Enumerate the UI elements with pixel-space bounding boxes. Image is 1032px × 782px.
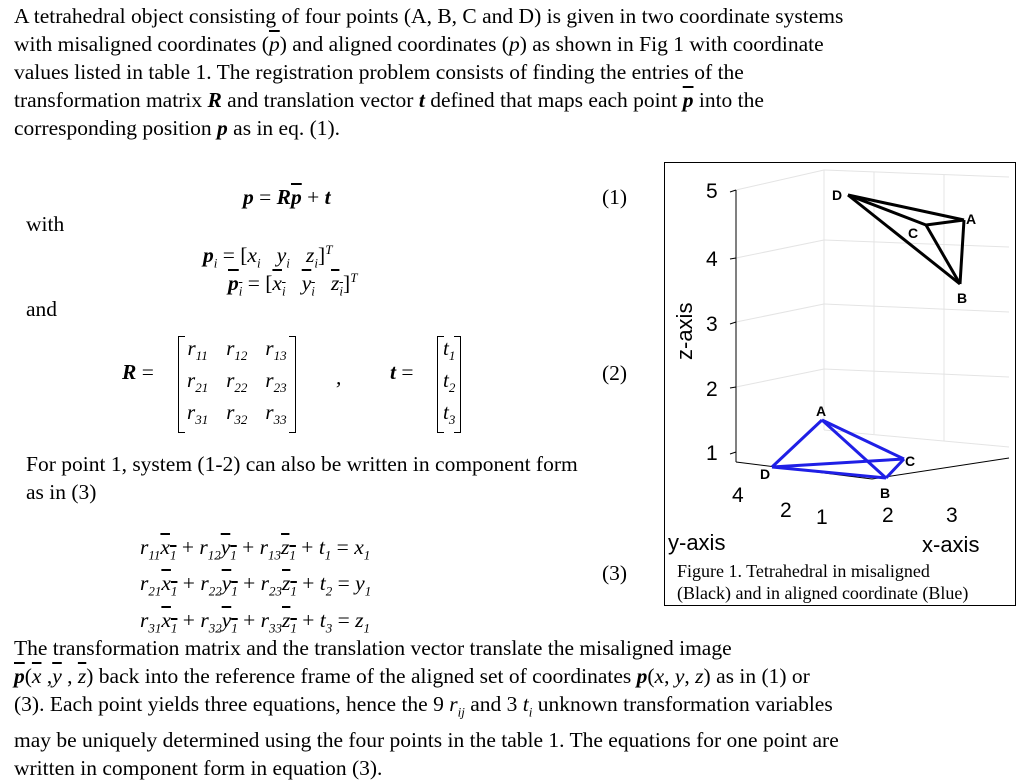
bottom-tick-labels [732,484,958,529]
equation-3: $r_{11}x_1 + r_{12}y_1 + r_{13}z_1 + t_1 = x_1$ $r_{21}x_1 + r_{22}y_1 + r_{23}z_1 + t_2 = y_1$ $r_{31}x_1 + r_{32}y_1 + r_{33}z_1 + t_3 = z_1$ [140,535,372,635]
blue-label-a: A [816,403,827,419]
label-with: with [26,212,65,236]
x-tick-3: 3 [946,504,958,527]
component-line-2: as in (3) [26,480,97,504]
z-axis [730,190,872,479]
x-tick-2: 2 [882,504,894,527]
misaligned-tetrahedron [848,195,964,284]
z-tick-2: 2 [706,378,718,401]
component-form-text [26,450,656,506]
matrix-r-symbol: R = [122,360,154,384]
label-and: and [26,297,58,321]
intro-line-2: with misaligned coordinates $(\overline{p})$ and aligned coordinates (p) as shown in Fig 1 with coordinate [14,32,824,56]
black-label-d: D [832,187,843,203]
figure-caption [677,560,968,604]
aligned-tetrahedron [772,420,904,478]
z-tick-4: 4 [706,248,718,271]
z-tick-1: 1 [706,442,718,465]
equation-number-3: (3) [602,561,628,585]
black-label-a: A [966,211,977,227]
tetrahedron-figure [664,162,1016,606]
y-axis-label: y-axis [668,530,726,555]
outro-line-3: (3). Each point yields three equations, hence the 9 $r_{ij}$ and 3 $t_i$ unknown transformation variables [14,692,833,720]
equation-1: $p = R\overline{p} + t$ [243,185,331,209]
equation-number-2: (2) [602,361,628,385]
matrix-r: $r_{11}$ $r_{12}$ $r_{13}$ $r_{21}$ $r_{22}$ $r_{23}$ $r_{31}$ $r_{32}$ $r_{33}$ [178,336,296,433]
intro-line-1: A tetrahedral object consisting of four points (A, B, C and D) is given in two coordinate systems [14,4,844,28]
figure-caption-line-2: (Black) and in aligned coordinate (Blue) [677,583,969,603]
intro-line-3: values listed in table 1. The registration problem consists of finding the entries of the [14,60,744,84]
black-label-b: B [957,290,968,306]
z-tick-5: 5 [706,180,718,203]
equation-p-i: $p_i = [x_i$ $y_i$ $z_i]^T$ [203,242,333,271]
z-axis-label: z-axis [672,302,697,360]
outro-line-1: The transformation matrix and the translation vector translate the misaligned image [14,636,732,660]
y-tick-2: 2 [780,499,792,522]
y-tick-4: 4 [732,484,744,507]
z-tick-labels [706,180,718,465]
intro-line-5: corresponding position p as in eq. (1). [14,116,341,140]
vector-t: $t_1$ $t_2$ $t_3$ [437,336,461,433]
equation-number-1: (1) [602,185,628,209]
outro-line-5: written in component form in equation (3). [14,756,383,781]
vector-t-symbol: t = [390,360,414,384]
outro-line-2: $\overline{p}(\overline{x}$ $,\overline{y}$ , $\overline{z}$) back into the reference frame of the aligned set of coordinates p(x, y, z) as in (1) or [14,664,810,688]
matrix-comma: , [336,365,342,389]
black-label-c: C [908,225,919,241]
equation-p-bar-i: $\overline{p}_{\overline{i}} = [\overline{x}_{\overline{i}}$ $\overline{y}_{\overline{i}}$ $\overline{z}_{\overline{i}}]^T$ [228,270,358,299]
x-axis-label: x-axis [922,532,980,557]
outro-line-4: may be uniquely determined using the four points in the table 1. The equations for one point are [14,728,839,753]
blue-label-b: B [880,485,891,501]
z-tick-3: 3 [706,313,718,336]
blue-label-c: C [905,453,916,469]
intro-line-4: transformation matrix R and translation vector t defined that maps each point $\overline{p}$ into the [14,88,764,112]
misaligned-labels [832,187,976,306]
intro-paragraph [14,2,974,142]
outro-paragraph [14,634,1004,782]
component-line-1: For point 1, system (1-2) can also be written in component form [26,452,578,476]
figure-caption-line-1: Figure 1. Tetrahedral in misaligned [677,561,930,581]
blue-label-d: D [760,466,771,482]
y-tick-1: 1 [816,506,828,529]
